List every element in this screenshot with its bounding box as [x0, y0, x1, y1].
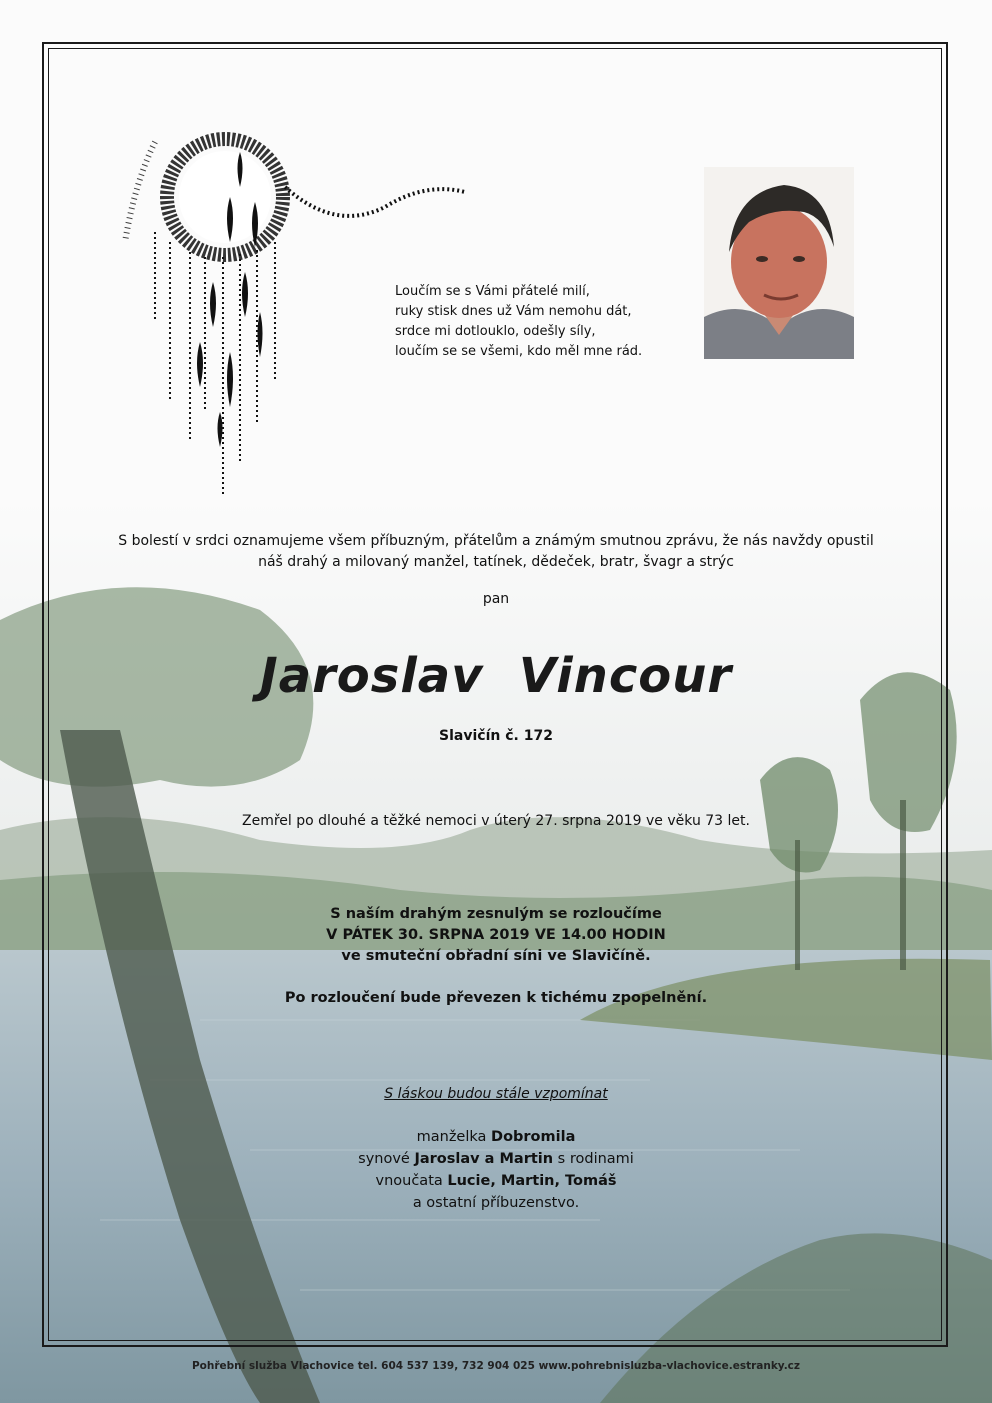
death-announcement — [60, 531, 932, 573]
deceased-name: Jaroslav Vincour — [259, 648, 733, 704]
poem-line: loučím se se všemi, kdo měl mne rád. — [395, 344, 643, 359]
funeral-ceremony-info — [60, 904, 932, 967]
mourner-name: Jaroslav a Martin — [414, 1151, 554, 1167]
poem-line: srdce mi dotlouklo, odešly síly, — [395, 324, 596, 339]
mourners-heading: S láskou budou stále vzpomínat — [384, 1086, 608, 1102]
funeral-service-footer: Pohřební služba Vlachovice tel. 604 537 139, 732 904 025 www.pohrebnisluzba-vlachovice.estranky.cz — [191, 1360, 801, 1372]
mourner-relation: vnoučata — [375, 1173, 448, 1189]
mourner-row: a ostatní příbuzenstvo. — [412, 1195, 580, 1211]
cremation-note: Po rozloučení bude převezen k tichému zpopelnění. — [284, 990, 708, 1006]
poem-line: Loučím se s Vámi přátelé milí, — [395, 284, 590, 299]
ceremony-line: S naším drahým zesnulým se rozloučíme — [330, 906, 662, 922]
mourner-relation: manželka — [416, 1129, 492, 1145]
mourner-row — [60, 1126, 932, 1148]
announcement-line: S bolestí v srdci oznamujeme všem příbuzným, přátelům a známým smutnou zprávu, že nás navždy opustil — [118, 533, 874, 549]
mourner-relation: synové — [358, 1151, 415, 1167]
deceased-address: Slavičín č. 172 — [439, 728, 553, 744]
announcement-line: náš drahý a milovaný manžel, tatínek, dědeček, bratr, švagr a strýc — [258, 554, 734, 570]
poem-line: ruky stisk dnes už Vám nemohu dát, — [395, 304, 632, 319]
salutation: pan — [482, 591, 510, 607]
mourner-row — [60, 1170, 932, 1192]
death-notice: Zemřel po dlouhé a těžké nemoci v úterý 27. srpna 2019 ve věku 73 let. — [242, 813, 750, 829]
ceremony-venue: ve smuteční obřadní síni ve Slavičíně. — [341, 948, 651, 964]
ceremony-date: V PÁTEK 30. SRPNA 2019 VE 14.00 HODIN — [326, 927, 666, 943]
farewell-poem — [395, 282, 642, 362]
mourner-name: Lucie, Martin, Tomáš — [447, 1173, 617, 1189]
mourner-name: Dobromila — [491, 1129, 576, 1145]
mourners-list — [60, 1126, 932, 1214]
mourner-suffix: s rodinami — [553, 1151, 634, 1167]
mourner-row — [60, 1148, 932, 1170]
deceased-portrait-photo — [704, 167, 854, 359]
